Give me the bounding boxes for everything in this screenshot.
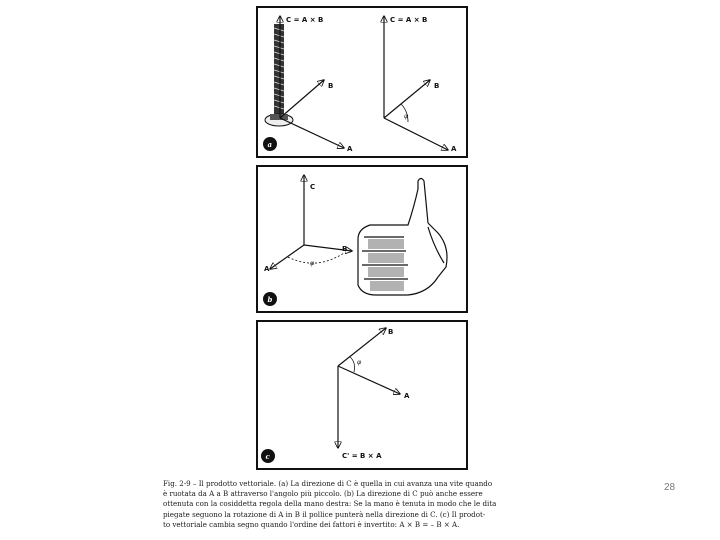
caption-line: piegate seguono la rotazione di A in B il pollice punterà nella direzione di C. (c) Il prodot- (163, 509, 486, 519)
label-c-b: C (310, 183, 316, 191)
label-a-right: A (451, 145, 457, 153)
vector-a-left (280, 118, 344, 148)
label-c-right: C = A × B (390, 16, 428, 24)
panel-a-drawing (258, 8, 466, 156)
panel-b-drawing (258, 167, 466, 311)
vector-a-right (384, 118, 448, 150)
vector-b-c (338, 328, 386, 366)
vector-a-c (338, 366, 400, 394)
angle-arc-c (350, 357, 355, 372)
label-b-c: B (388, 328, 394, 336)
caption-line: è ruotata da A a B attraverso l'angolo più piccolo. (b) La direzione di C può anche essere (163, 489, 483, 499)
rotation-arc-b (288, 253, 344, 263)
label-a-left: A (347, 145, 353, 153)
badge-c-letter: c (265, 452, 270, 461)
label-b-right: B (434, 82, 440, 90)
angle-label-c: φ (357, 359, 362, 366)
caption-line: Fig. 2-9 – Il prodotto vettoriale. (a) La direzione di C è quella in cui avanza una vite quando (163, 479, 493, 488)
right-hand-illustration (358, 179, 447, 296)
caption-line: ottenuta con la cosiddetta regola della mano destra: Se la mano è tenuta in modo che le dita (163, 499, 497, 509)
figure-panel-b (256, 165, 468, 313)
panel-c-drawing (258, 322, 466, 468)
vector-a-b (270, 245, 304, 269)
label-c-left: C = A × B (286, 16, 324, 24)
badge-b-letter: b (267, 295, 273, 304)
label-c-prime: C' = B × A (342, 452, 382, 460)
label-b-b: B (342, 245, 348, 253)
figure-panel-c (256, 320, 468, 470)
angle-label-a: φ (404, 113, 409, 120)
label-a-c: A (404, 392, 410, 400)
figure-panel-a (256, 6, 468, 158)
badge-a-letter: a (267, 140, 273, 149)
vector-b-left (280, 80, 324, 118)
figure-caption (163, 479, 563, 530)
label-b-left: B (328, 82, 334, 90)
page-number: 28 (664, 482, 676, 493)
label-a-b: A (264, 265, 270, 273)
caption-line: to vettoriale cambia segno quando l'ordine dei fattori è invertito: A × B = – B × A. (163, 519, 460, 529)
angle-label-b: φ (310, 260, 315, 267)
